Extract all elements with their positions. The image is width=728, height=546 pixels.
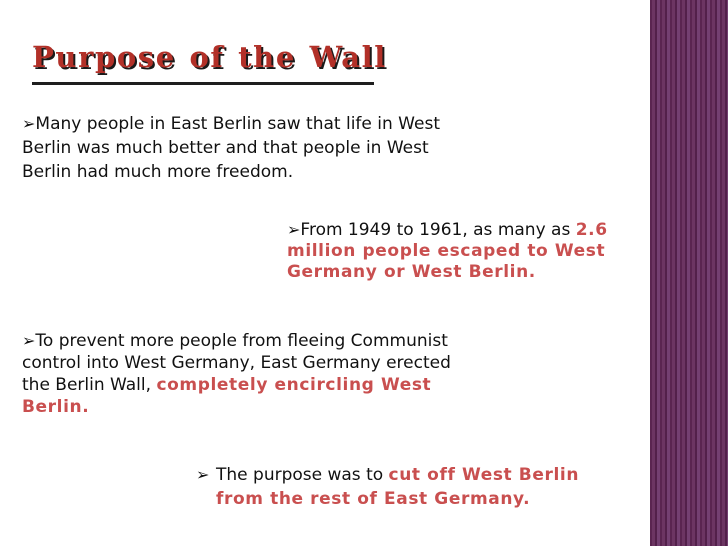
arrow-bullet-icon: ➢ bbox=[287, 220, 301, 239]
bullet-point-3-text: To prevent more people from fleeing Communist control into West Germany, East Germany erected the Berlin Wall, bbox=[22, 331, 451, 395]
bullet-point-1-text: Many people in East Berlin saw that life in West Berlin was much better and that people in West Berlin had much more freedom. bbox=[22, 114, 440, 182]
bullet-point-3 bbox=[22, 330, 462, 418]
bullet-point-4-highlight-b: from the rest of East Germany. bbox=[216, 489, 531, 509]
title-underline bbox=[32, 82, 374, 85]
bullet-point-2-highlight: 2.6 million people escaped to West Germany or West Berlin. bbox=[287, 220, 608, 282]
bullet-point-1 bbox=[22, 112, 452, 184]
bullet-point-4-line-2 bbox=[196, 487, 636, 511]
bullet-point-4 bbox=[196, 463, 636, 511]
bullet-point-4-highlight-a: cut off West Berlin bbox=[388, 465, 580, 485]
bullet-point-4-line-1 bbox=[196, 463, 636, 487]
arrow-bullet-icon: ➢ bbox=[196, 465, 210, 484]
bullet-point-2 bbox=[287, 219, 637, 283]
arrow-bullet-icon: ➢ bbox=[22, 114, 36, 133]
bullet-point-3-highlight: completely encircling West Berlin. bbox=[22, 375, 432, 417]
bullet-point-2-text: From 1949 to 1961, as many as bbox=[300, 220, 576, 240]
decorative-side-bar bbox=[650, 0, 728, 546]
bullet-point-4-text: The purpose was to bbox=[216, 465, 389, 485]
arrow-bullet-icon: ➢ bbox=[22, 331, 36, 350]
slide-title: Purpose of the Wall bbox=[32, 40, 387, 74]
